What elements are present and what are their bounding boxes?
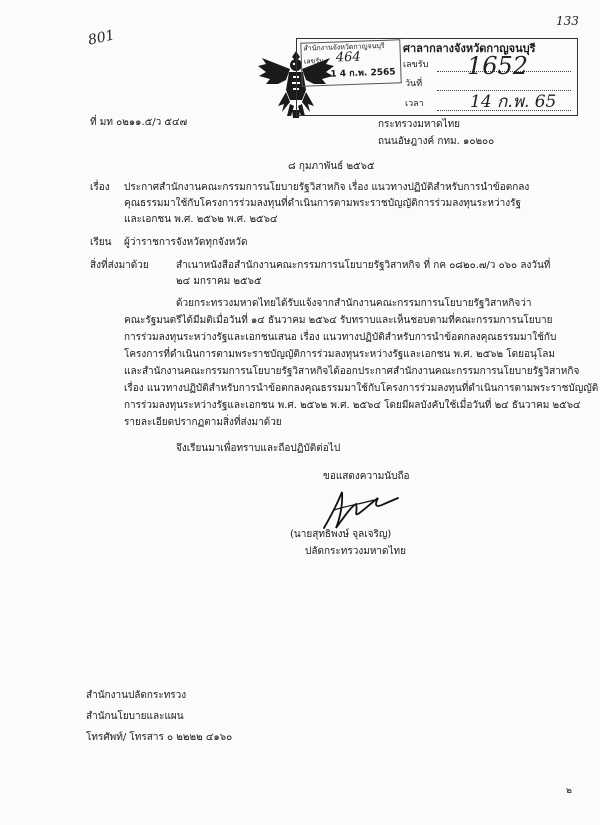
body-line-4: โครงการที่ดำเนินการตามพระราชบัญญัติการร่วมลงทุนระหว่างรัฐและเอกชน พ.ศ. ๒๕๖๒ โดยอนุโลม	[124, 349, 555, 360]
inner-stamp-date-label: วันที่	[304, 72, 318, 81]
inner-stamp-number: 464	[335, 49, 361, 66]
enclosure-line-2: ๒๔ มกราคม ๒๕๖๕	[176, 276, 262, 287]
closing-request: จึงเรียนมาเพื่อทราบและถือปฏิบัติต่อไป	[176, 443, 341, 454]
body-line-5: และสำนักงานคณะกรรมการนโยบายรัฐวิสาหกิจได้ออกประกาศสำนักงานคณะกรรมการนโยบายรัฐวิสาหกิจ	[124, 366, 580, 377]
signatory-name: (นายสุทธิพงษ์ จุลเจริญ)	[290, 529, 392, 540]
inner-stamp-date: 1 4 ก.พ. 2565	[330, 67, 396, 80]
body-line-8: รายละเอียดปรากฏตามสิ่งที่ส่งมาด้วย	[124, 417, 282, 428]
inner-stamp-number-label: เลขรับ	[303, 56, 324, 66]
salutation: ขอแสดงความนับถือ	[323, 471, 410, 482]
subject-line-3: และเอกชน พ.ศ. ๒๕๖๒ พ.ศ. ๒๕๖๔	[124, 214, 278, 225]
inner-stamp-title: สำนักงานจังหวัดกาญจนบุรี	[303, 41, 385, 53]
subject-line-2: คุณธรรมมาใช้กับโครงการร่วมลงทุนที่ดำเนินการตามพระราชบัญญัติการร่วมลงทุนระหว่างรัฐ	[124, 198, 521, 209]
stamp-date-label: วันที่	[405, 79, 423, 89]
footer-phone: โทรศัพท์/ โทรสาร ๐ ๒๒๒๒ ๔๑๖๐	[86, 732, 233, 743]
footer-division: สำนักนโยบายและแผน	[86, 711, 184, 722]
handwritten-top-right: 133	[556, 14, 579, 28]
handwritten-stamp-time: 14 ก.พ. 65	[470, 92, 557, 112]
ministry-name: กระทรวงมหาดไทย	[378, 119, 461, 130]
body-line-1: ด้วยกระทรวงมหาดไทยได้รับแจ้งจากสำนักงานคณะกรรมการนโยบายรัฐวิสาหกิจว่า	[176, 298, 532, 309]
subject-label: เรื่อง	[90, 182, 110, 193]
stamp-time-label: เวลา	[405, 99, 424, 109]
handwritten-top-left: 801	[86, 27, 117, 49]
stamp-number-label: เลขรับ	[403, 60, 429, 70]
recipient-label: เรียน	[90, 237, 112, 248]
stamp-office-name: ศาลากลางจังหวัดกาญจนบุรี	[403, 42, 536, 55]
reference-number: ที่ มท ๐๒๑๑.๕/ว ๕๔๗	[90, 117, 188, 128]
letter-date: ๘ กุมภาพันธ์ ๒๕๖๕	[288, 161, 375, 172]
inner-stamp	[300, 39, 401, 86]
enclosure-line-1: สำเนาหนังสือสำนักงานคณะกรรมการนโยบายรัฐวิสาหกิจ ที่ กค ๐๘๒๐.๗/ว ๐๖๐ ลงวันที่	[176, 260, 551, 271]
handwritten-stamp-number: 1652	[467, 52, 529, 80]
signatory-position: ปลัดกระทรวงมหาดไทย	[305, 546, 407, 557]
ministry-address: ถนนอัษฎางค์ กทม. ๑๐๒๐๐	[378, 136, 495, 147]
footer-department: สำนักงานปลัดกระทรวง	[86, 690, 187, 701]
signature-scribble	[312, 484, 402, 534]
subject-line-1: ประกาศสำนักงานคณะกรรมการนโยบายรัฐวิสาหกิจ เรื่อง แนวทางปฏิบัติสำหรับการนำข้อตกลง	[124, 182, 530, 193]
body-line-2: คณะรัฐมนตรีได้มีมติเมื่อวันที่ ๑๔ ธันวาคม ๒๕๖๔ รับทราบและเห็นชอบตามที่คณะกรรมการนโยบาย	[124, 315, 553, 326]
page-mark: ๒	[566, 786, 572, 796]
body-line-3: การร่วมลงทุนระหว่างรัฐและเอกชนเสนอ เรื่อง แนวทางปฏิบัติสำหรับการนำข้อตกลงคุณธรรมมาใช้กับ	[124, 332, 557, 343]
body-line-6: เรื่อง แนวทางปฏิบัติสำหรับการนำข้อตกลงคุณธรรมมาใช้กับโครงการร่วมลงทุนที่ดำเนินการตามพระราชบัญญัติ	[124, 383, 599, 394]
body-line-7: การร่วมลงทุนระหว่างรัฐและเอกชน พ.ศ. ๒๕๖๒ พ.ศ. ๒๕๖๔ โดยมีผลบังคับใช้เมื่อวันที่ ๒๔ ธันวาคม ๒๕๖๔	[124, 400, 581, 411]
recipient-text: ผู้ว่าราชการจังหวัดทุกจังหวัด	[124, 237, 248, 248]
enclosure-label: สิ่งที่ส่งมาด้วย	[90, 260, 149, 271]
stamp-date-line	[437, 90, 571, 91]
